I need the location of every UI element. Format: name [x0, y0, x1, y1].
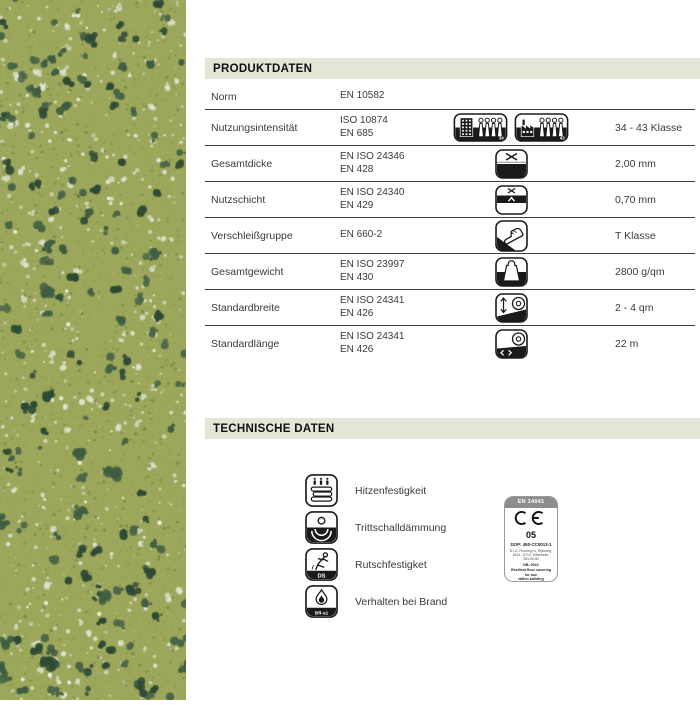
property-label: Norm: [211, 90, 237, 103]
property-value: T Klasse: [615, 229, 656, 242]
norm-code: EN 426: [340, 307, 374, 319]
property-label: Standardlänge: [211, 337, 280, 350]
slip-resistance-icon: [305, 548, 338, 581]
table-row-norm: [205, 84, 695, 110]
tech-item-fire: [305, 585, 447, 618]
ce-address-line: B.I.G. Flooring nv, Rijksweg,: [509, 548, 553, 553]
property-label: Nutzungsintensität: [211, 121, 298, 134]
roll-length-icon: [495, 329, 528, 359]
table-row-total-weight: [205, 254, 695, 290]
norm-code: EN ISO 24341: [340, 295, 405, 306]
usage-class-industrial-icon: [514, 113, 569, 142]
ce-notified-body: NB: 0024: [523, 562, 539, 567]
heat-resistance-icon: [305, 474, 338, 507]
property-value: 2800 g/qm: [615, 265, 665, 278]
ce-standard: EN 14041: [505, 497, 557, 508]
ce-description-line: Resilient floor covering for use: [511, 568, 551, 577]
wear-group-shoe-icon: [495, 220, 528, 252]
tech-item-label: Rutschfestigket: [355, 558, 427, 571]
property-value: 22 m: [615, 337, 639, 350]
property-value: 34 - 43 Klasse: [615, 121, 683, 134]
property-value: 2,00 mm: [615, 157, 656, 170]
wear-layer-icon: [495, 185, 528, 215]
product-texture-image: [0, 0, 186, 700]
tech-item-slip: [305, 548, 447, 581]
norm-code: EN ISO 23997: [340, 259, 405, 270]
total-thickness-icon: [495, 149, 528, 179]
norm-code: EN ISO 24346: [340, 151, 405, 162]
property-label: Nutzschicht: [211, 193, 266, 206]
ce-code: 05: [525, 530, 536, 540]
product-data-table: [205, 84, 695, 361]
roll-width-icon: [495, 293, 528, 323]
norm-code: ISO 10874: [340, 115, 388, 126]
technical-data-list: [305, 474, 447, 622]
fire-class-badge: Bfl-s1: [314, 611, 329, 617]
norm-code: EN 426: [340, 343, 374, 355]
ce-mark-icon: [505, 510, 557, 531]
ce-address-line: 8424 - 8710, Wielsbeke, BELGIUM: [512, 552, 550, 561]
table-row-wear-group: [205, 218, 695, 254]
property-value: 2 - 4 qm: [615, 301, 654, 314]
table-row-usage-intensity: [205, 110, 695, 146]
impact-sound-insulation-icon: [305, 511, 338, 544]
norm-code: EN 428: [340, 163, 374, 175]
technical-data-header: [205, 418, 700, 439]
table-row-total-thickness: [205, 146, 695, 182]
section-title: PRODUKTDATEN: [213, 62, 313, 75]
flooring-sample-photo: [0, 0, 186, 700]
norm-code: EN ISO 24340: [340, 187, 405, 198]
fire-behaviour-icon: [305, 585, 338, 618]
product-data-header: [205, 58, 700, 79]
section-title: TECHNISCHE DATEN: [213, 422, 335, 435]
norm-code: EN 10582: [340, 90, 385, 102]
norm-code: EN 429: [340, 199, 374, 211]
tech-item-impact-sound: [305, 511, 447, 544]
norm-code: EN 660-2: [340, 229, 383, 241]
property-label: Gesamtdicke: [211, 157, 273, 170]
tech-item-label: Verhalten bei Brand: [355, 595, 448, 608]
ce-dop-number: DOP: 450-CC0013-1: [510, 542, 552, 547]
norm-code: EN ISO 24341: [340, 331, 405, 342]
slip-class-badge: DS: [317, 573, 326, 580]
property-label: Verschleißgruppe: [211, 229, 293, 242]
table-row-wear-layer: [205, 182, 695, 218]
norm-code: EN 685: [340, 127, 374, 139]
table-row-standard-length: [205, 326, 695, 361]
usage-class-number: 43: [559, 135, 565, 141]
tech-item-label: Trittschalldämmung: [355, 521, 447, 534]
usage-class-number: 34: [498, 135, 504, 141]
ce-certification-badge: [504, 496, 558, 582]
norm-code: EN 430: [340, 271, 374, 283]
property-value: 0,70 mm: [615, 193, 656, 206]
table-row-standard-width: [205, 290, 695, 326]
property-label: Gesamtgewicht: [211, 265, 284, 278]
total-weight-icon: [495, 257, 528, 287]
ce-description-line: within building: [518, 576, 544, 581]
tech-item-label: Hitzenfestigkeit: [355, 484, 427, 497]
usage-class-commercial-icon: [453, 113, 508, 142]
datasheet-panel: [205, 0, 700, 700]
tech-item-heat: [305, 474, 447, 507]
property-label: Standardbreite: [211, 301, 280, 314]
